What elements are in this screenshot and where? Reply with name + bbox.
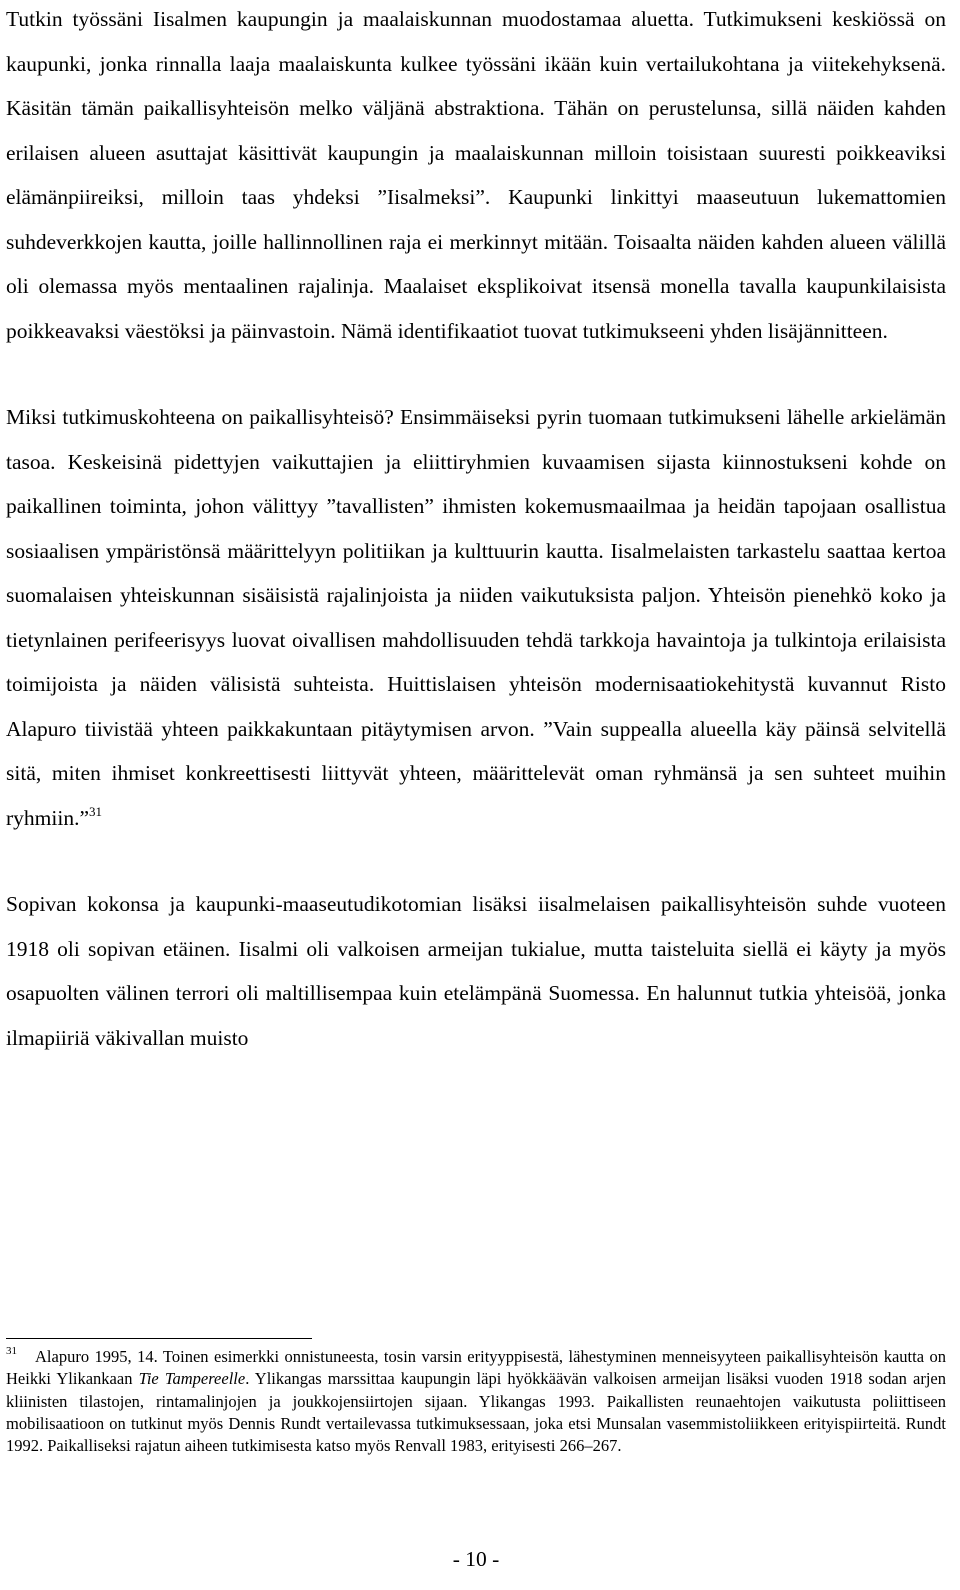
footnote-number: 31 xyxy=(6,1345,17,1357)
paragraph-3-text: Sopivan kokonsa ja kaupunki-maaseutudikotomian lisäksi iisalmelaisen paikallisyhteisön suhde vuoteen 1918 oli sopivan etäinen. Iisalmi oli valkoisen armeijan tukialue, mutta taisteluita siellä ei käyty ja myös osapuolten välinen terrori oli maltillisempaa kuin etelämpänä Suomessa. En halunnut tutkia yhteisöä, jonka ilmapiiriä väkivallan muisto xyxy=(6,892,946,1050)
footnote-separator xyxy=(6,1338,312,1339)
body-paragraph-1 xyxy=(6,0,946,353)
footnote-book-title: Tie Tampereelle xyxy=(138,1369,246,1389)
footnote-text-end: . Ylikangas marssittaa kaupungin läpi hyökkäävän valkoisen armeijan lisäksi vuoden 1918 sodan arjen kliinisten tilastojen, rintamalinjojen ja joukkojensiirtojen sijaan. Ylikangas 1993. Paikallisten reunaehtojen vaikutusta poliittiseen mobilisaatioon on tutkinut myös Dennis Rundt vertailevassa tutkimuksessaan, joka etsi Munsalan vasemmistoliikkeen erityispiirteitä. Rundt 1992. Paikalliseksi rajatun aiheen tutkimisesta katso myös Renvall 1983, erityisesti 266–267. xyxy=(6,1369,946,1456)
page-number: - 10 - xyxy=(452,1547,500,1571)
paragraph-2-text: Miksi tutkimuskohteena on paikallisyhteisö? Ensimmäiseksi pyrin tuomaan tutkimukseni lähelle arkielämän tasoa. Keskeisinä pidettyjen vaikuttajien ja eliittiryhmien kuvaamisen sijasta kiinnostukseni kohde on paikallinen toiminta, johon välittyy ”tavallisten” ihmisten kokemusmaailmaa ja heidän tapojaan osallistua sosiaalisen ympäristönsä määrittelyyn politiikan ja kulttuurin kautta. Iisalmelaisten tarkastelu saattaa kertoa suomalaisen yhteiskunnan sisäisistä rajalinjoista ja niiden vaikutuksista paljon. Yhteisön pienehkö koko ja tietynlainen perifeerisyys luovat oivallisen mahdollisuuden tehdä tarkkoja havaintoja ja tulkintoja erilaisista toimijoista ja näiden välisistä suhteista. Huittislaisen yhteisön modernisaatiokehitystä kuvannut Risto Alapuro tiivistää yhteen paikkakuntaan pitäytymisen arvon. ”Vain suppealla alueella käy päinsä selvitellä sitä, miten ihmiset konkreettisesti liittyvät yhteen, määrittelevät oman ryhmänsä ja sen suhteet muihin ryhmiin.” xyxy=(6,405,946,830)
footnote-31 xyxy=(6,1346,946,1457)
paragraph-1-text: Tutkin työssäni Iisalmen kaupungin ja maalaiskunnan muodostamaa aluetta. Tutkimukseni keskiössä on kaupunki, jonka rinnalla laaja maalaiskunta kulkee työssäni ikään kuin vertailukohtana ja viitekehyksenä. Käsitän tämän paikallisyhteisön melko väljänä abstraktiona. Tähän on perustelunsa, sillä näiden kahden erilaisen alueen asuttajat käsittivät kaupungin ja maalaiskunnan milloin toisistaan suuresti poikkeaviksi elämänpiireiksi, milloin taas yhdeksi ”Iisalmeksi”. Kaupunki linkittyi maaseutuun lukemattomien suhdeverkkojen kautta, joille hallinnollinen raja ei merkinnyt mitään. Toisaalta näiden kahden alueen välillä oli olemassa myös mentaalinen rajalinja. Maalaiset eksplikoivat itsensä monella tavalla kaupunkilaisista poikkeavaksi väestöksi ja päinvastoin. Nämä identifikaatiot tuovat tutkimukseeni yhden lisäjännitteen. xyxy=(6,7,946,343)
footnote-text-start: Alapuro 1995, 14. Toinen esimerkki onnistuneesta, tosin varsin erityyppisestä, lähestyminen menneisyyteen paikallisyhteisön kautta on Heikki Ylikankaan xyxy=(6,1347,946,1389)
body-paragraph-3 xyxy=(6,882,946,1060)
document-page xyxy=(6,0,946,1571)
body-paragraph-2 xyxy=(6,395,946,840)
footnote-reference-31[interactable]: 31 xyxy=(89,803,102,819)
